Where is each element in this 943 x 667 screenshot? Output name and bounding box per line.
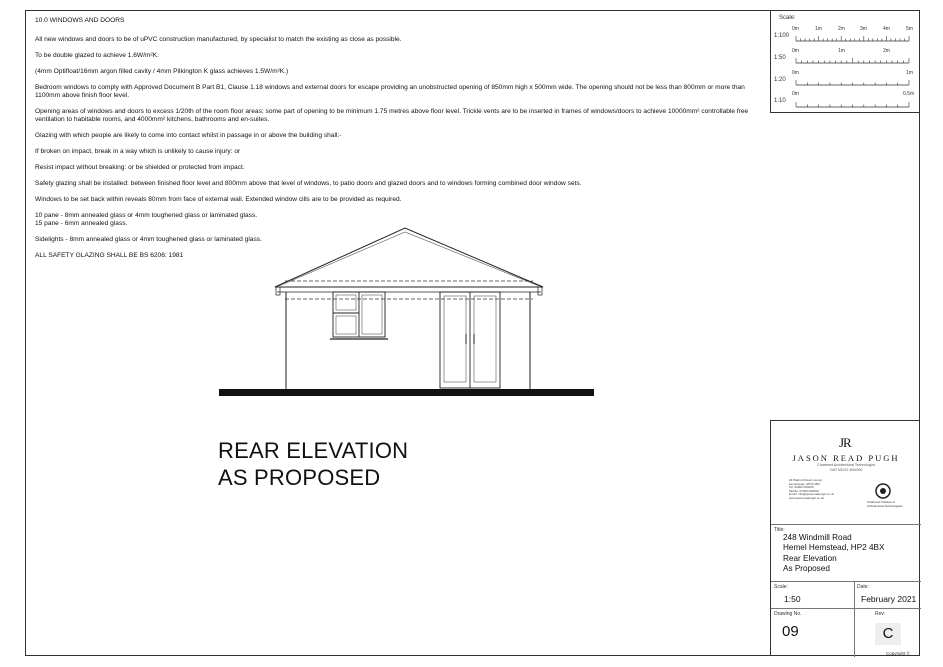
- scale-tick-label: 0m: [792, 91, 799, 97]
- title-line: As Proposed: [783, 563, 830, 573]
- ciat-logo-icon: [873, 481, 893, 501]
- note-line: If broken on impact, break in a way which is unlikely to cause injury: or: [35, 148, 241, 155]
- ciat-text: Chartered Institute of Architectural Technologists: [867, 500, 903, 508]
- company-registration: CIAT MCIAT 4004300: [829, 468, 863, 472]
- note-line: To be double glazed to achieve 1.6W/m²K.: [35, 52, 159, 59]
- title-block: [770, 420, 920, 656]
- scale-tick-label: 2m: [883, 48, 890, 54]
- revision-value: C: [875, 623, 901, 645]
- drawing-number-label: Drawing No.: [774, 611, 802, 617]
- address-line: Email: info@jasonreadpugh.co.uk: [789, 492, 834, 497]
- divider: [771, 608, 921, 609]
- scale-tick-label: 4m: [883, 26, 890, 32]
- scale-field-label: Scale:: [774, 584, 788, 590]
- scale-ratio: 1:20: [774, 77, 786, 83]
- note-line: Safety glazing shall be installed: between finished floor level and 800mm above that level of windows, to patio doors and glazed doors and to windows forming combined door window sets.: [35, 180, 582, 187]
- note-line: Resist impact without breaking: or be shielded or protected from impact.: [35, 164, 245, 171]
- scale-tick-label: 0.5m: [903, 91, 915, 97]
- address-line: Tel: 00000 000000: [789, 485, 814, 490]
- scale-tick-label: 3m: [860, 26, 867, 32]
- title-line: Rear Elevation: [783, 553, 837, 563]
- note-line: Sidelights - 8mm annealed glass or 4mm toughened glass or laminated glass.: [35, 236, 262, 243]
- scale-bar-ticks: [771, 10, 921, 113]
- title-line: Hemel Hemstead, HP2 4BX: [783, 543, 885, 553]
- title-label: Title:: [774, 527, 785, 533]
- scale-ratio: 1:10: [774, 98, 786, 104]
- address-line: Mobile: 07000 000000: [789, 488, 819, 493]
- company-monogram: JR: [839, 435, 851, 450]
- scale-tick-label: 1m: [815, 26, 822, 32]
- scale-tick-label: 0m: [792, 48, 799, 54]
- note-line: Bedroom windows to comply with Approved Document B Part B1, Clause 1.18 windows and external doors for escape providing an unobstructed opening of 850mm high x 500mm wide. The opening should not be less than 800mm or more than 1100mm above finish floor level.: [35, 84, 745, 100]
- scale-bars-panel: [770, 10, 920, 113]
- note-line: Windows to be set back within reveals 80mm from face of external wall. Extended window cills are to be provided as required.: [35, 196, 402, 203]
- note-line: (4mm Optifloat/16mm argon filled cavity / 4mm Pilkington K glass achieves 1.5W/m²K.): [35, 68, 289, 75]
- date-field-value: February 2021: [861, 594, 917, 604]
- title-line: 248 Windmill Road: [783, 533, 852, 542]
- note-line: All new windows and doors to be of uPVC construction manufactured, by specialist to match the existing as close as possible.: [35, 36, 402, 43]
- note-line: Glazing with which people are likely to come into contact whilst in passage in or above the building shall:-: [35, 132, 342, 139]
- scale-label: Scale:: [779, 15, 796, 21]
- scale-tick-label: 1m: [838, 48, 845, 54]
- scale-tick-label: 5m: [906, 26, 913, 32]
- note-line: Opening areas of windows and doors to excess 1/20th of the room floor areas; some part of opening to be minimum 1.75 metres above floor level. Trickle vents are to be inserted in frames of windows/doors to achieve 10000mm² controllable free ventilation to habitable rooms, and 4000mm² kitchens, bathrooms and en-suites.: [35, 108, 749, 124]
- scale-ratio: 1:50: [774, 55, 786, 61]
- drawing-title-line2: AS PROPOSED: [218, 465, 381, 490]
- scale-tick-label: 0m: [792, 70, 799, 76]
- note-line: 10 pane - 8mm annealed glass or 4mm toughened glass or laminated glass.: [35, 212, 258, 219]
- copyright-notice: Copyright ©: [886, 651, 910, 656]
- company-name: JASON READ PUGH: [792, 453, 900, 463]
- divider: [854, 581, 855, 657]
- revision-label: Rev:: [875, 611, 886, 617]
- scale-field-value: 1:50: [784, 594, 801, 604]
- scale-tick-label: 2m: [838, 26, 845, 32]
- scale-ratio: 1:100: [774, 33, 790, 39]
- notes-heading: 10.0 WINDOWS AND DOORS: [35, 17, 125, 24]
- divider: [771, 524, 921, 525]
- note-line: ALL SAFETY GLAZING SHALL BE BS 6206: 1981: [35, 252, 184, 259]
- drawing-number-value: 09: [782, 623, 799, 640]
- address-line: www.jasonreadpugh.co.uk: [789, 495, 825, 500]
- address-line: 29 Watford Road, Hemel: [789, 478, 822, 482]
- note-line: 15 pane - 6mm annealed glass.: [35, 220, 128, 227]
- date-field-label: Date:: [857, 584, 869, 590]
- divider: [771, 581, 921, 582]
- scale-tick-label: 1m: [906, 70, 913, 76]
- drawing-title-line1: REAR ELEVATION: [218, 438, 409, 463]
- company-subtitle: Chartered Architectural Technologist: [817, 463, 875, 467]
- scale-tick-label: 0m: [792, 26, 799, 32]
- address-line: Hempstead, HP00 4BX: [789, 481, 821, 486]
- project-title: [783, 533, 884, 574]
- company-address: [789, 479, 834, 501]
